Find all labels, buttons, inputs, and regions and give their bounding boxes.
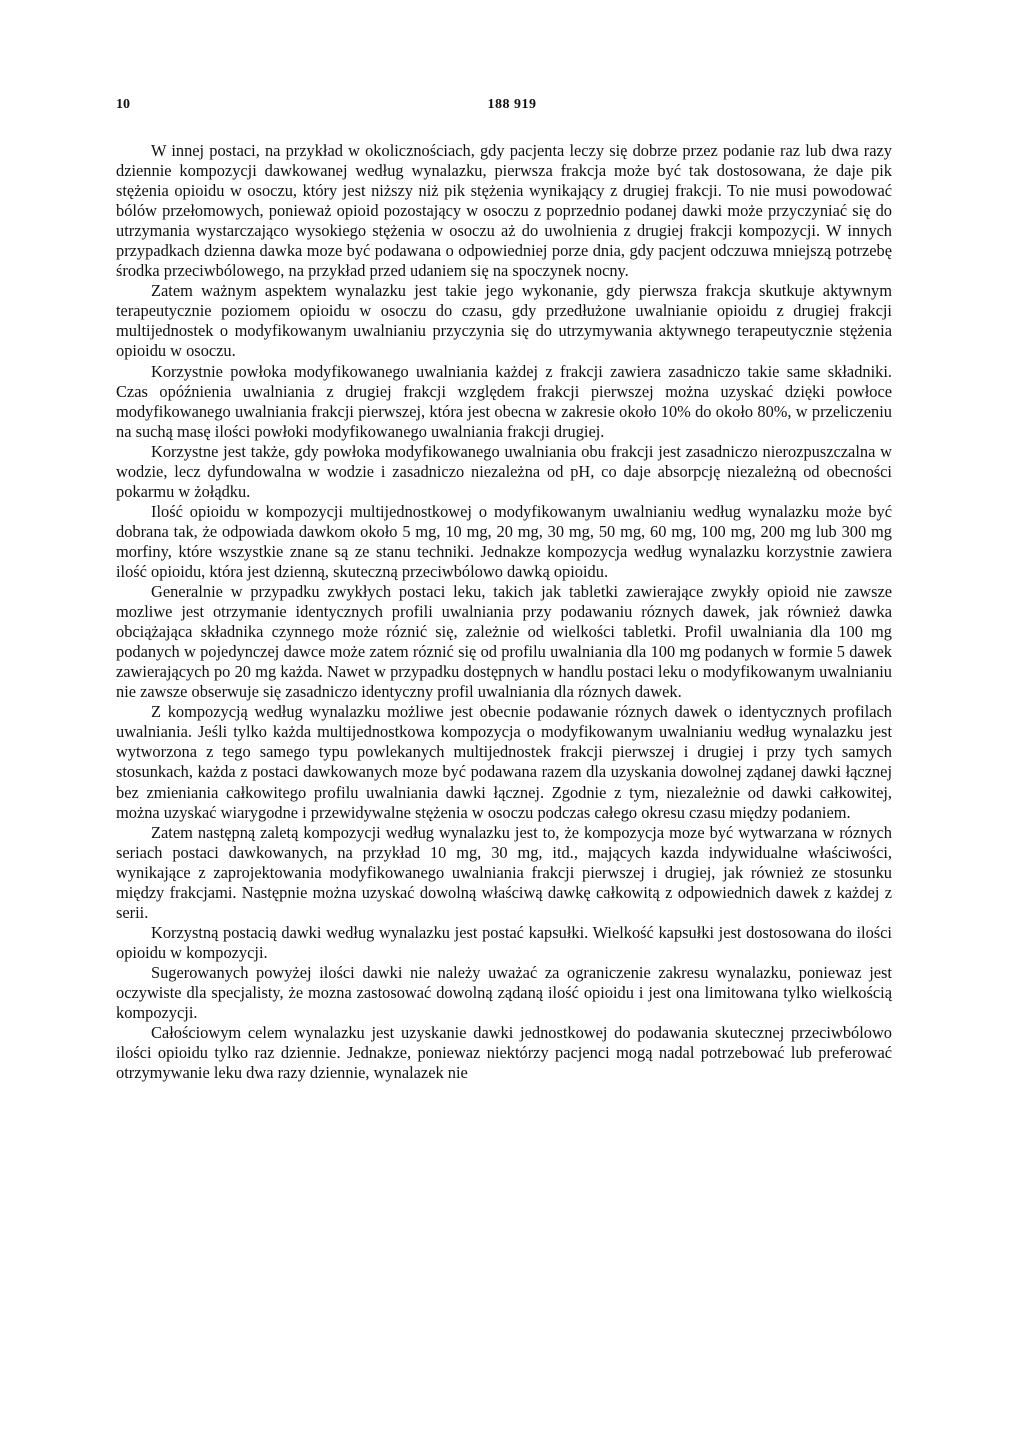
paragraph: Ilość opioidu w kompozycji multijednostkowej o modyfikowanym uwalnianiu według wynalazku może być dobrana tak, że odpowiada dawkom około 5 mg, 10 mg, 20 mg, 30 mg, 50 mg, 60 mg, 100 mg, 200 mg lub 300 mg morfiny, które wszystkie znane są ze stanu techniki. Jednakze kompozycja według wynalazku korzystnie zawiera ilość opioidu, która jest dzienną, skuteczną przeciwbólowo dawką opioidu. (116, 501, 892, 581)
paragraph: Generalnie w przypadku zwykłych postaci leku, takich jak tabletki zawierające zwykły opioid nie zawsze mozliwe jest otrzymanie identycznych profili uwalniania przy podawaniu róznych dawek, jak również dawka obciążająca składnika czynnego może róznić się, zależnie od wielkości tabletki. Profil uwalniania dla 100 mg podanych w pojedynczej dawce może zatem róznić się od profilu uwalniania dla 100 mg podanych w formie 5 dawek zawierających po 20 mg każda. Nawet w przypadku dostępnych w handlu postaci leku o modyfikowanym uwalnianiu nie zawsze obserwuje się zasadniczo identyczny profil uwalniania dla róznych dawek. (116, 582, 892, 702)
paragraph: Zatem ważnym aspektem wynalazku jest takie jego wykonanie, gdy pierwsza frakcja skutkuje aktywnym terapeutycznie poziomem opioidu w osoczu do czasu, gdy przedłużone uwalnianie opioidu z drugiej frakcji multijednostek o modyfikowanym uwalnianiu przyczynia się do utrzymywania aktywnego terapeutycznie stężenia opioidu w osoczu. (116, 281, 892, 361)
paragraph: Całościowym celem wynalazku jest uzyskanie dawki jednostkowej do podawania skutecznej przeciwbólowo ilości opioidu tylko raz dziennie. Jednakze, poniewaz niektórzy pacjenci mogą nadal potrzebować lub preferować otrzymywanie leku dwa razy dziennie, wynalazek nie (116, 1023, 892, 1083)
page-header (116, 97, 908, 119)
paragraph: W innej postaci, na przykład w okolicznościach, gdy pacjenta leczy się dobrze przez podanie raz lub dwa razy dziennie kompozycji dawkowanej według wynalazku, pierwsza frakcja może być tak dostosowana, że daje pik stężenia opioidu w osoczu, który jest niższy niż pik stężenia wynikający z drugiej frakcji. To nie musi powodować bólów przełomowych, ponieważ opioid pozostający w osoczu z poprzednio podanej dawki może przyczyniać się do utrzymania wystarczająco wysokiego stężenia w osoczu aż do uwolnienia z drugiej frakcji kompozycji. W innych przypadkach dzienna dawka moze być podawana o odpowiedniej porze dnia, gdy pacjent odczuwa mniejszą potrzebę środka przeciwbólowego, na przykład przed udaniem się na spoczynek nocny. (116, 141, 892, 281)
paragraph: Korzystną postacią dawki według wynalazku jest postać kapsułki. Wielkość kapsułki jest dostosowana do ilości opioidu w kompozycji. (116, 922, 892, 962)
paragraph: Sugerowanych powyżej ilości dawki nie należy uważać za ograniczenie zakresu wynalazku, poniewaz jest oczywiste dla specjalisty, że mozna zastosować dowolną ządaną ilość opioidu i jest ona limitowana tylko wielkością kompozycji. (116, 962, 892, 1023)
document-number: 188 919 (487, 97, 537, 112)
paragraph: Korzystne jest także, gdy powłoka modyfikowanego uwalniania obu frakcji jest zasadniczo nierozpuszczalna w wodzie, lecz dyfundowalna w wodzie i zasadniczo niezależna od pH, co daje absorpcję niezależną od obecności pokarmu w żołądku. (116, 441, 892, 501)
paragraph: Zatem następną zaletą kompozycji według wynalazku jest to, że kompozycja moze być wytwarzana w róznych seriach postaci dawkowanych, na przykład 10 mg, 30 mg, itd., mających kazda indywidualne właściwości, wynikające z zaprojektowania modyfikowanego uwalniania frakcji pierwszej i drugiej, jak również ze stosunku między frakcjami. Następnie można uzyskać dowolną właściwą dawkę całkowitą z odpowiednich dawek z każdej z serii. (116, 822, 892, 922)
body-text (116, 141, 892, 1083)
paragraph: Z kompozycją według wynalazku możliwe jest obecnie podawanie róznych dawek o identycznych profilach uwalniania. Jeśli tylko każda multijednostkowa kompozycja o modyfikowanym uwalnianiu według wynalazku jest wytworzona z tego samego typu powlekanych multijednostek frakcji pierwszej i drugiej i przy tych samych stosunkach, każda z postaci dawkowanych moze być podawana razem dla uzyskania dowolnej ządanej dawki łącznej bez zmieniania całkowitego profilu uwalniania dawki łącznej. Zgodnie z tym, niezależnie od dawki całkowitej, można uzyskać wiarygodne i przewidywalne stężenia w osoczu podczas całego okresu czasu między podaniem. (116, 702, 892, 822)
page-number: 10 (116, 97, 130, 112)
paragraph: Korzystnie powłoka modyfikowanego uwalniania każdej z frakcji zawiera zasadniczo takie same składniki. Czas opóźnienia uwalniania z drugiej frakcji względem frakcji pierwszej można uzyskać dzięki powłoce modyfikowanego uwalniania frakcji pierwszej, która jest obecna w zakresie około 10% do około 80%, w przeliczeniu na suchą masę ilości powłoki modyfikowanego uwalniania frakcji drugiej. (116, 361, 892, 441)
